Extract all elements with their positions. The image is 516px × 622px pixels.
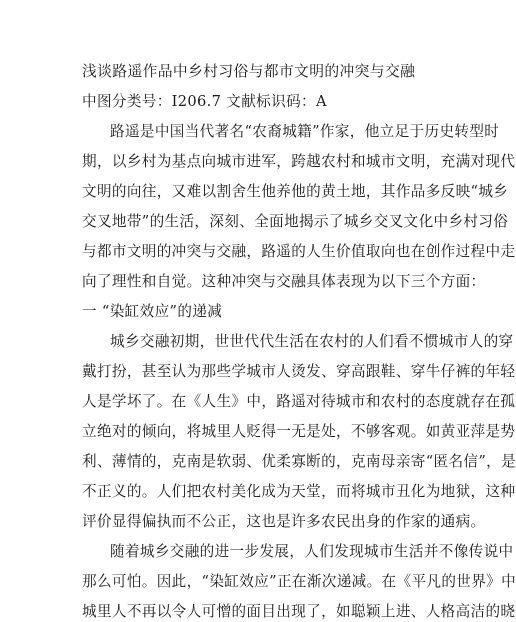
paragraph-line: 随着城乡交融的进一步发展，人们发现城市生活并不像传说中	[110, 543, 514, 560]
paragraph-line: 路遥是中国当代著名“农裔城籍”作家，他立足于历史转型时	[110, 123, 500, 140]
paragraph-line: 向了理性和自觉。这种冲突与交融具体表现为以下三个方面：	[82, 273, 486, 290]
paragraph-line: 那么可怕。因此，“染缸效应”正在渐次递减。在《平凡的世界》中	[82, 573, 516, 590]
paragraph-line: 交叉地带”的生活，深刻、全面地揭示了城乡交叉文化中乡村习俗	[82, 213, 509, 230]
paragraph-line: 与都市文明的冲突与交融，路遥的人生价值取向也在创作过程中走	[82, 243, 516, 260]
paragraph-line: 评价显得偏执而不公正，这也是许多农民出身的作家的通病。	[82, 513, 486, 530]
paragraph-line: 城乡交融初期，世世代代生活在农村的人们看不惯城市人的穿	[110, 333, 514, 350]
paragraph-line: 城里人不再以令人可憎的面目出现了，如聪颖上进、人格高洁的晓	[82, 603, 516, 620]
paragraph-line: 期，以乡村为基点向城市进军，跨越农村和城市文明，充满对现代	[82, 153, 516, 170]
paragraph-line: 戴打扮，甚至认为那些学城市人烫发、穿高跟鞋、穿牛仔裤的年轻	[82, 363, 516, 380]
paragraph-line: 不正义的。人们把农村美化成为天堂，而将城市丑化为地狱，这种	[82, 483, 516, 500]
paragraph-line: 文明的向往，又难以割舍生他养他的黄土地，其作品多反映“城乡	[82, 183, 509, 200]
classification-line: 中图分类号：I206.7 文献标识码：A	[82, 93, 327, 110]
section-heading: 一 “染缸效应”的递减	[82, 303, 223, 320]
article-title: 浅谈路遥作品中乡村习俗与都市文明的冲突与交融	[82, 63, 416, 80]
paragraph-line: 立绝对的倾向，将城里人贬得一无是处，不够客观。如黄亚萍是势	[82, 423, 516, 440]
paragraph-line: 利、薄情的，克南是软弱、优柔寡断的，克南母亲寄“匿名信”，是	[82, 453, 516, 470]
paragraph-line: 人是学坏了。在《人生》中，路遥对待城市和农村的态度就存在孤	[82, 393, 516, 410]
